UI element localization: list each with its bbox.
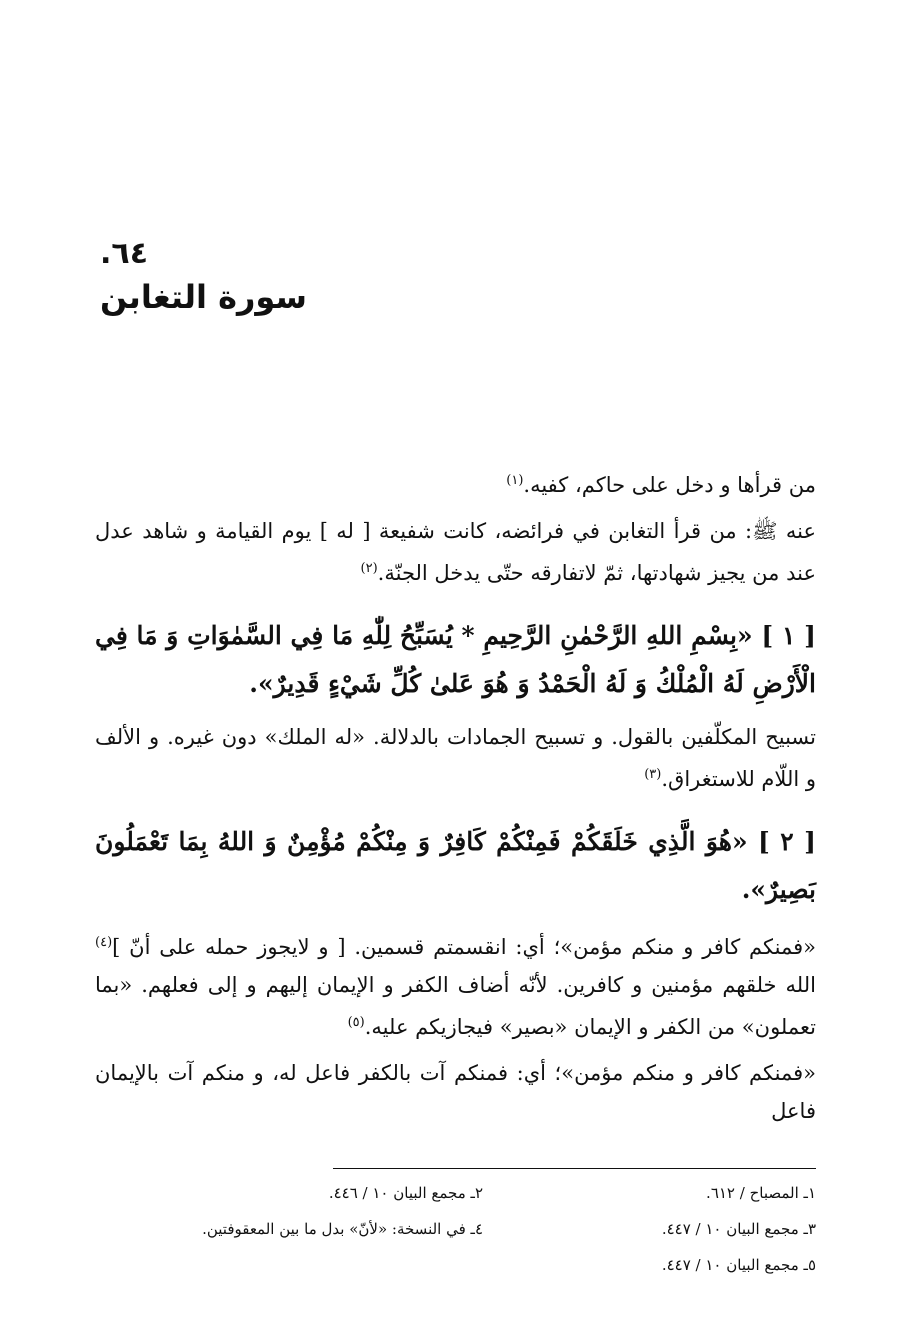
verse-number: [ ١ ] xyxy=(761,621,816,650)
footnote-marker: (٤) xyxy=(95,935,113,950)
footnote-4: ٤ـ في النسخة: «لأنّ» بدل ما بين المعقوفتين. xyxy=(202,1220,483,1238)
footnote-marker: (٢) xyxy=(360,561,378,576)
hadith-paragraph-1 xyxy=(95,462,816,504)
commentary-2 xyxy=(95,924,816,1046)
verse-text: «بِسْمِ اللهِ الرَّحْمٰنِ الرَّحِيمِ * يُسَبِّحُ لِلّٰهِ مَا فِي السَّمٰوَاتِ وَ مَا فِي الْأَرْضِ لَهُ الْمُلْكُ وَ لَهُ الْحَمْدُ وَ هُوَ عَلىٰ كُلِّ شَيْءٍ قَدِيرٌ». xyxy=(95,621,816,698)
footnote-marker: (١) xyxy=(506,473,524,488)
footnote-marker: (٥) xyxy=(347,1015,365,1030)
commentary-text: «فمنكم كافر و منكم مؤمن»؛ أي: انقسمتم قسمين. [ و لايجوز حمله على أنّ ] xyxy=(112,935,816,959)
commentary-1 xyxy=(95,718,816,798)
footnote-5: ٥ـ مجمع البيان ١٠ / ٤٤٧. xyxy=(661,1256,816,1274)
verse-1 xyxy=(95,612,816,708)
footnotes xyxy=(190,1182,816,1276)
commentary-text: الله خلقهم مؤمنين و كافرين. لأنّه أضاف الكفر و الإيمان إليهم و إلى فعلهم. «بما تعملون» من الكفر و الإيمان «بصير» فيجازيكم عليه. xyxy=(95,973,816,1039)
footnote-1: ١ـ المصباح / ٦١٢. xyxy=(706,1184,816,1202)
footnote-marker: (٣) xyxy=(644,767,662,782)
surah-title: سورة التغابن xyxy=(100,278,307,316)
footnote-3: ٣ـ مجمع البيان ١٠ / ٤٤٧. xyxy=(661,1220,816,1238)
hadith-paragraph-2 xyxy=(95,512,816,592)
verse-2 xyxy=(95,818,816,914)
paragraph-text: عنه ﷺ: من قرأ التغابن في فرائضه، كانت شفيعة [ له ] يوم القيامة و شاهد عدل عند من يجيز شهادتها، ثمّ لاتفارقه حتّى يدخل الجنّة. xyxy=(95,519,816,585)
paragraph-text: من قرأها و دخل على حاكم، كفيه. xyxy=(523,473,816,497)
verse-text: «هُوَ الَّذِي خَلَقَكُمْ فَمِنْكُمْ كَافِرٌ وَ مِنْكُمْ مُؤْمِنٌ وَ اللهُ بِمَا تَعْمَلُونَ بَصِيرٌ». xyxy=(95,827,816,904)
page-body xyxy=(95,462,816,1138)
verse-number: [ ٢ ] xyxy=(758,827,816,856)
commentary-text: تسبيح المكلّفين بالقول. و تسبيح الجمادات بالدلالة. «له الملك» دون غيره. و الألف و اللّام للاستغراق. xyxy=(95,725,816,791)
surah-number: ٦٤. xyxy=(100,236,149,271)
commentary-3 xyxy=(95,1054,816,1130)
commentary-text: «فمنكم كافر و منكم مؤمن»؛ أي: فمنكم آت بالكفر فاعل له، و منكم آت بالإيمان فاعل xyxy=(95,1061,816,1123)
footnote-divider xyxy=(333,1168,816,1169)
footnote-2: ٢ـ مجمع البيان ١٠ / ٤٤٦. xyxy=(328,1184,483,1202)
